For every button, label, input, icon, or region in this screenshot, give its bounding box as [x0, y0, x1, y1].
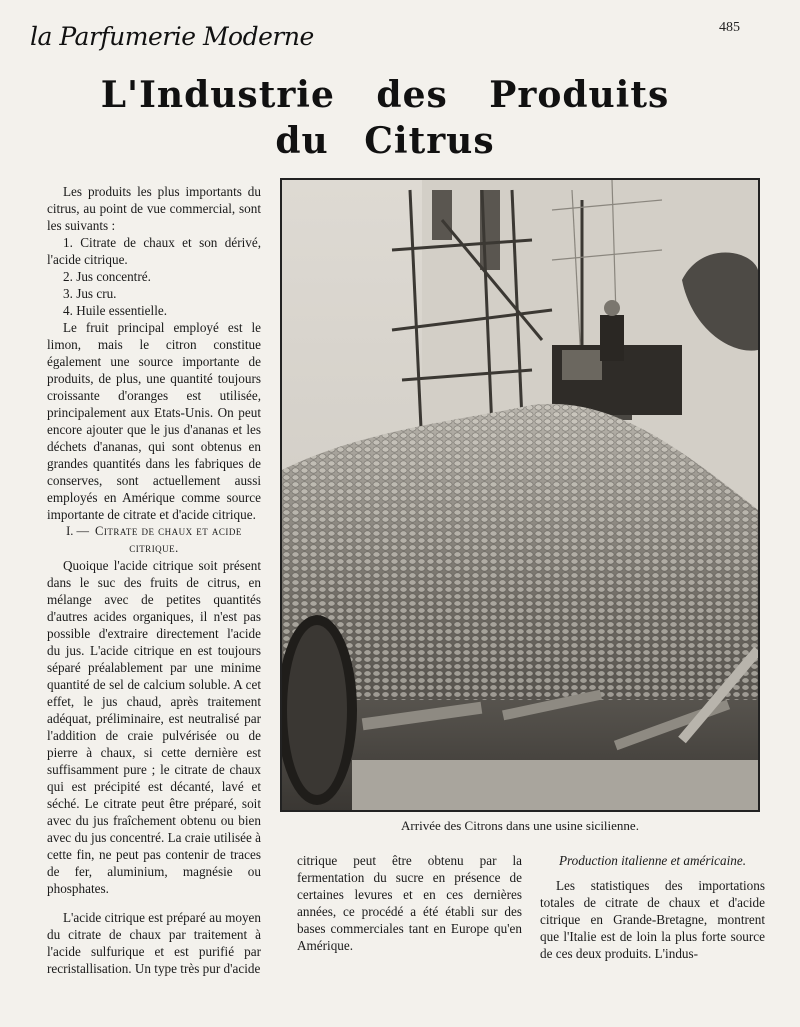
section-number: I. —	[66, 524, 90, 538]
statistics-paragraph: Les statistiques des importations totales de citrate de chaux et d'acide citrique en Grande-Bretagne, montrent que l'Italie est de loin la plus forte source de ces deux produits. L'indus-	[540, 878, 765, 961]
left-column	[47, 183, 261, 977]
photo-illustration	[282, 180, 758, 810]
product-list	[47, 234, 261, 319]
section-title: Citrate de chaux et acide citrique.	[95, 524, 242, 555]
section-heading	[47, 523, 261, 557]
intro-paragraph: Les produits les plus importants du citrus, au point de vue commercial, sont les suivants :	[47, 184, 261, 233]
citric-acid-paragraph: Quoique l'acide citrique soit présent dans le suc des fruits de citrus, en mélange avec de petites quantités d'autres acides organiques, il n'est pas possible d'extraire directement l'acide du jus. L'acide citrique en est toujours séparé préalablement par une minime quantité de sel de calcium soluble. A cet effet, le jus chaud, après traitement adéquat, préliminaire, est neutralisé par l'addition de craie pulvérisée ou de pierre à chaux, si cette dernière est suffisamment pure ; le citrate de chaux qui est précipité est décanté, lavé et séché. Le citrate peut être préparé, soit avec du jus fraîchement obtenu ou bien avec du jus concentré. La craie utilisée à cette fin, ne peut pas contenir de traces de fer, aluminium, magnésie ou phosphates.	[47, 558, 261, 896]
right-column	[540, 852, 765, 962]
list-item: 3. Jus cru.	[63, 286, 117, 301]
middle-column	[297, 852, 522, 954]
production-subheading: Production italienne et américaine.	[558, 853, 747, 868]
article-title-line1: L'Industrie des Produits	[100, 74, 670, 116]
list-item: 1. Citrate de chaux et son dérivé, l'acide citrique.	[47, 235, 261, 267]
article-title	[0, 72, 770, 164]
photo-lemon-arrival	[280, 178, 760, 812]
photo-caption: Arrivée des Citrons dans une usine sicilienne.	[401, 818, 639, 833]
page-number: 485	[719, 20, 740, 35]
article-title-line2: du Citrus	[275, 120, 495, 162]
list-item: 2. Jus concentré.	[63, 269, 151, 284]
list-item: 4. Huile essentielle.	[63, 303, 168, 318]
preparation-continued-paragraph: citrique peut être obtenu par la fermentation du sucre en présence de certaines levures et en ces dernières années, ce procédé a été établi sur des bases commerciales tant en Europe qu'en Amérique.	[297, 853, 522, 953]
preparation-paragraph: L'acide citrique est préparé au moyen du citrate de chaux par traitement à l'acide sulfurique et est purifié par recristallisation. Un type très pur d'acide	[47, 910, 261, 976]
masthead: la Parfumerie Moderne	[30, 22, 314, 51]
fruit-paragraph: Le fruit principal employé est le limon, mais le citron constitue également une source importante de produits, de plus, une quantité toujours croissante d'oranges est utilisée, principalement aux Etats-Unis. On peut encore ajouter que le jus d'ananas et les déchets d'ananas, qui sont obtenus en grandes quantités dans les fabriques de conserves, sont actuellement aussi employés en Amérique comme source importante de citrate et d'acide citrique.	[47, 320, 261, 522]
